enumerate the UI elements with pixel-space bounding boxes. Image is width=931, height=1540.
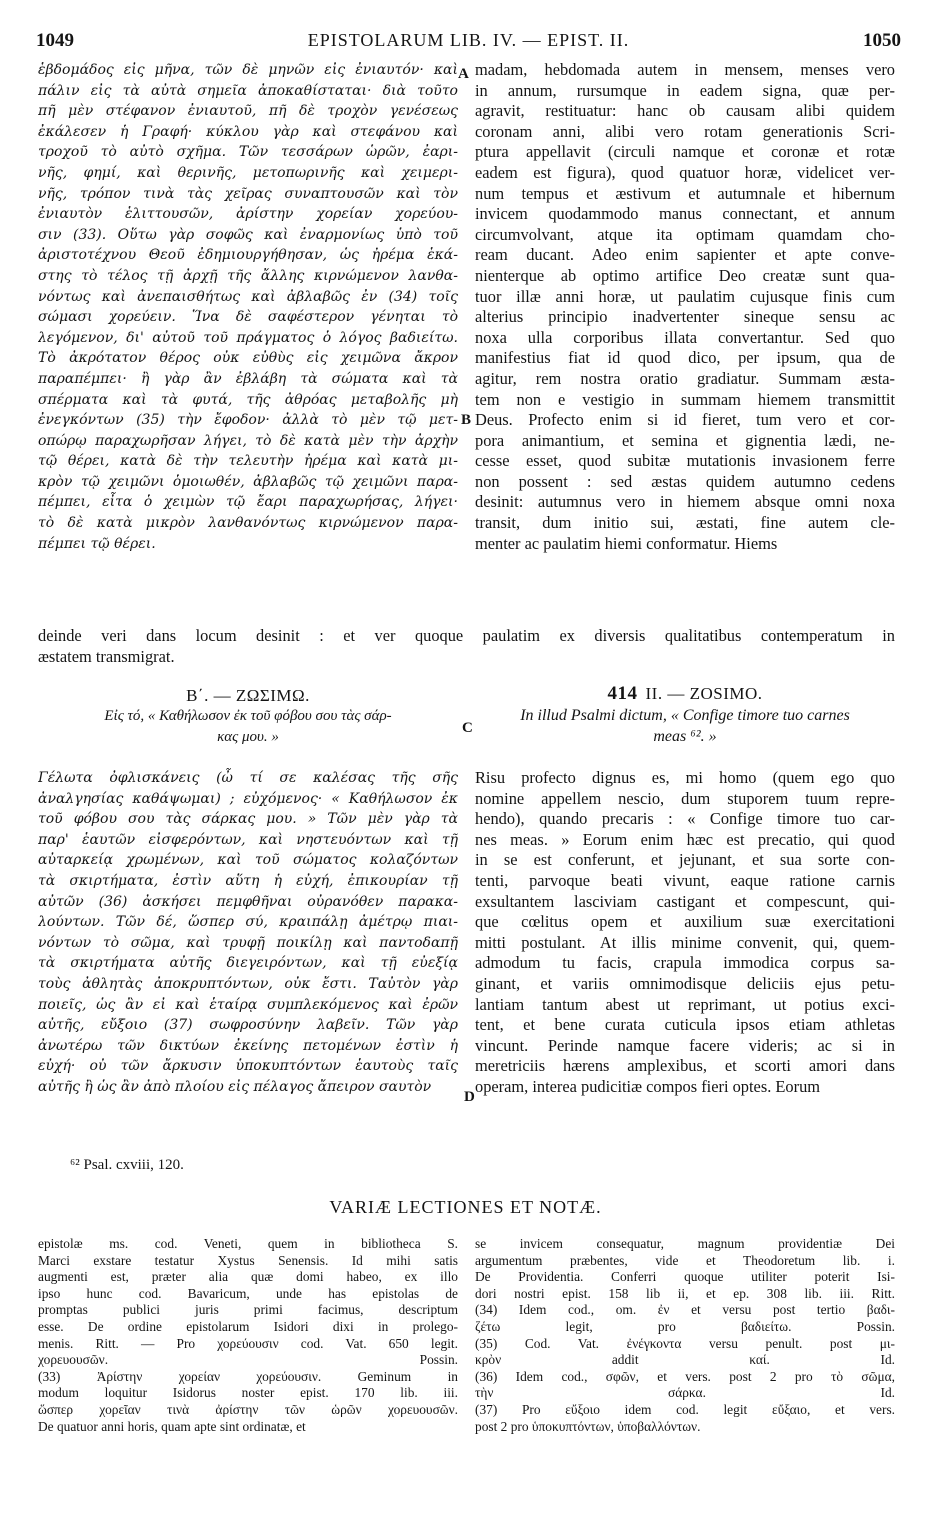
text-line: dori nostri epist. 158 lib ii, et ep. 308 lib. iii. Ritt.	[475, 1285, 895, 1301]
text-line: mitti postulant. At illis minime convenit, qui, quem-	[475, 932, 895, 952]
latin-epistle-subtitle-line1: In illud Psalmi dictum, « Confige timore tuo carnes	[520, 707, 850, 724]
latin-section-heading	[475, 683, 895, 747]
text-line: νῆς, φημί, καὶ θερινῆς, μετοπωρινῆς καὶ χειμερι-	[38, 164, 458, 181]
text-line: παρ' ἑαυτῶν εἰσφερόντων, καὶ νηστευόντων καὶ τῇ	[38, 831, 458, 848]
text-line: Τὸ ἀκρότατον θέρος οὐκ εὐθὺς εἰς χειμῶνα ἄκρον	[38, 350, 458, 367]
text-line: στης τὸ τέλος τῇ ἀρχῇ τῆς ἄλλης κιρνώμενον λανθα-	[38, 267, 458, 284]
text-line: vincunt. Perinde namque facere videris; ac si in	[475, 1035, 895, 1055]
text-line: transit, dum initio sui, æstati, fine autem cle-	[475, 513, 895, 533]
text-line: (34) Idem cod., om. ἐν et versu post tertio βαδι-	[475, 1302, 895, 1318]
column-number: 414	[607, 683, 638, 704]
text-line: circumvolvant, atque ita optimam quamdam cho-	[475, 224, 895, 244]
text-line: ream ducant. Adeo enim sapienter et apte conve-	[475, 245, 895, 265]
greek-column-part2	[38, 768, 458, 1098]
latin-epistle-subtitle-line2: meas ⁶². »	[653, 728, 717, 745]
text-line: operam, interea pudicitiæ compos fieri optes. Eorum	[475, 1076, 821, 1096]
text-line: De quatuor anni horis, quam apte sint ordinatæ, et	[38, 1418, 306, 1434]
text-line: νόντως καὶ ἀνεπαισθήτως καὶ ἀβλαβῶς ἐν (34) τοῖς	[38, 288, 458, 305]
text-line: argumentum præbentes, vide et Theodoretum lib. i.	[475, 1252, 895, 1268]
text-line: αὐτῆς, εὔξοιο (37) σωφροσύνην λαβεῖν. Τῶν γὰρ	[38, 1017, 458, 1034]
greek-epistle-subtitle-line2: κας μου. »	[217, 729, 279, 745]
text-line: ζέτω legit, pro βαδιείτω. Possin.	[475, 1318, 895, 1334]
text-line: agravit, restituatur: hanc ob causam alibi quidem	[475, 101, 895, 121]
text-line: tem non e vestigio in summam hiemem transmittit	[475, 389, 895, 409]
text-line: τοῦ φόβου σου τὰς σάρκας μου. » Τῶν μὲν γὰρ τὰ	[38, 811, 458, 828]
text-line: νῆς, τρόπον τινὰ τὰς χεῖρας συναπτουσῶν καὶ τὸν	[38, 185, 458, 202]
notes-right-column	[475, 1236, 895, 1435]
text-line: χορευουσῶν. Possin.	[38, 1352, 458, 1368]
text-line: ποιεῖς, ὡς ἂν εἰ καὶ ἑταίρᾳ συμπλεκόμενος καὶ ἐρῶν	[38, 996, 458, 1013]
notes-title: VARIÆ LECTIONES ET NOTÆ.	[329, 1197, 602, 1217]
text-line: αὐταρκείᾳ χρωμένων, καὶ τοῦ σώματος κολαζόντων	[38, 852, 458, 869]
margin-letter-b: B	[461, 412, 472, 428]
page-number-left: 1049	[36, 30, 74, 51]
greek-epistle-subtitle-line1: Εἰς τό, « Καθήλωσον ἐκ τοῦ φόβου σου τὰς σάρ-	[104, 708, 392, 724]
text-line: (35) Cod. Vat. ἐνέγκοντα versu penult. post μι-	[475, 1335, 895, 1351]
text-line: παραπέμπει· ἢ γὰρ ἂν ἐβλάβη τὰ σώματα καὶ τὰ	[38, 370, 458, 387]
text-line: eadem est figura), quod quatuor horæ, videlicet ver-	[475, 162, 895, 182]
text-line: æstatem transmigrat.	[38, 646, 175, 666]
text-line: admodum tu facis, crapula immodica corpus sa-	[475, 953, 895, 973]
text-line: πάλιν εἰς τὰ αὐτὰ σημεῖα ἀποκαθίσταται· διὰ τοῦτο	[38, 82, 458, 99]
text-line: ipso hunc cod. Bavaricum, unde has epistolas de	[38, 1285, 458, 1301]
text-line: Marci exstare testatur Xystus Senensis. Id mihi satis	[38, 1252, 458, 1268]
text-line: τοὺς ἀθλητὰς ἀποκρυπτόντων, οὐκ ἔστι. Ταὐτὸν γὰρ	[38, 975, 458, 992]
text-line: ginant, et variis omnimodisque deliciis ejus petu-	[475, 973, 895, 993]
text-line: Deus. Profecto enim si id fieret, tum vero et cor-	[475, 410, 895, 430]
text-line: tent, et bene curata cuticula ipsos etiam athletas	[475, 1015, 895, 1035]
running-header	[36, 30, 901, 56]
text-line: De Providentia. Conferri quoque utiliter poterit Isi-	[475, 1269, 895, 1285]
text-line: ἀνωτέρω τῶν δικτύων ἐκείνης πετομένων ἐστὶν ἡ	[38, 1037, 458, 1054]
text-line: pora animantium, et semina et gignentia lædi, ne-	[475, 430, 895, 450]
text-line: σιν (33). Οὕτω γὰρ σοφῶς καὶ ἐναρμονίως ὑπὸ τοῦ	[38, 226, 458, 243]
text-line: πῆ μὲν στέφανον ἐνιαυτοῦ, πῆ δὲ τροχὸν γενέσεως	[38, 103, 458, 120]
text-line: ἀναλγησίας καθάψωμαι) ; εὐχόμενος· « Καθήλωσον ἐκ	[38, 790, 458, 807]
text-line: se invicem consequatur, magnum providentiæ Dei	[475, 1236, 895, 1251]
page-number-right: 1050	[863, 30, 901, 51]
text-line: λεγόμενον, δι' αὐτοῦ τοῦ πράγματος ὁ λόγος βαδιείτω.	[38, 329, 458, 346]
text-line: tuor illæ anni horæ, ut paulatim cujusque finis cum	[475, 286, 895, 306]
text-line: exsultantem lasciviam castigant et compescunt, qui-	[475, 891, 895, 911]
text-line: ἑβδομάδος εἰς μῆνα, τῶν δὲ μηνῶν εἰς ἐνιαυτόν· καὶ	[38, 62, 458, 78]
text-line: πέμπει τῷ θέρει.	[38, 535, 156, 552]
text-line: in se est conferunt, et jejunant, et sua sorte con-	[475, 850, 895, 870]
text-line: alterius principio inadvertenter sineque sensu ac	[475, 307, 895, 327]
text-line: (37) Pro εὔξοιο idem cod. legit εὔξαιο, et vers.	[475, 1401, 895, 1417]
text-line: ἀριστοτέχνου Θεοῦ ἐδημιουργήθησαν, ὡς ἠρέμα ἑκά-	[38, 247, 458, 264]
greek-epistle-title: Β΄. — ΖΩΣΙΜΩ.	[186, 686, 310, 705]
text-line: τὴν σάρκα. Id.	[475, 1385, 895, 1401]
text-line: ἐκάλεσεν ἡ Γραφή· κύκλου γὰρ καὶ στεφάνου καὶ	[38, 123, 458, 140]
text-line: post 2 pro ὑποκυπτόντων, ὑποβαλλόντων.	[475, 1418, 701, 1434]
text-line: τὸ δὲ κατὰ μικρὸν λανθανόντως κιρνώμενον παρα-	[38, 515, 458, 532]
text-line: Risu profecto dignus es, mi homo (quem ego quo	[475, 768, 895, 787]
text-line: esse. De ordine epistolarum Isidori dixi in prolego-	[38, 1318, 458, 1334]
text-line: coronam anni, alibi vero rotam generationis Scri-	[475, 121, 895, 141]
text-line: νόντων τὸ σῶμα, καὶ τρυφῇ ποικίλῃ καὶ παντοδαπῇ	[38, 934, 458, 951]
text-line: nomine appellem nescio, dum stuporem tuum repre-	[475, 788, 895, 808]
text-line: ἐνιαυτὸν ἑλιττουσῶν, ἀρίστην χορείαν χορεύου-	[38, 206, 458, 223]
text-line: menter ac paulatim hiemi conformatur. Hiems	[475, 533, 778, 553]
text-line: epistolæ ms. cod. Veneti, quem in bibliotheca S.	[38, 1236, 458, 1251]
text-line: τὰ σκιρτήματα αὐτῆς διεγειρόντων, καὶ τῇ εὐεξίᾳ	[38, 955, 458, 972]
text-line: deinde veri dans locum desinit : et ver quoque paulatim ex diversis qualitatibus contemperatum in	[38, 626, 895, 645]
notes-left-column	[38, 1236, 458, 1435]
text-line: (36) Idem cod., σφῶν, et vers. post 2 pro τὸ σῶμα,	[475, 1368, 895, 1384]
text-line: cesse esset, quod subitæ mutationis invasionem ferre	[475, 451, 895, 471]
text-line: tenti, parvoque beati vivunt, eaque ratione carnis	[475, 870, 895, 890]
text-line: desinit: autumnus vero in hiemem absque omni noxa	[475, 492, 895, 512]
text-line: que cœlitus opem et auxilium suæ exercitationi	[475, 912, 895, 932]
text-line: τῷ θέρει, κατὰ δὲ τὴν τελευτὴν ἠρέμα καὶ κατὰ μι-	[38, 453, 458, 470]
margin-letter-d: D	[464, 1089, 475, 1105]
text-line: noxa ulla corporibus illata convertantur. Sed quo	[475, 327, 895, 347]
text-line: αὐτῶν (36) ἀσκήσει πεμφθῆναι οὐρανόθεν παρακα-	[38, 893, 458, 910]
latin-column-part1	[475, 60, 895, 554]
text-line: modum loquitur Isidorus noster epist. 170 lib. iii.	[38, 1385, 458, 1401]
greek-section-heading	[38, 686, 458, 748]
text-line: promptas publici juris primi facimus, descriptum	[38, 1302, 458, 1318]
latin-continuation	[38, 626, 895, 667]
text-line: πέμπει, εἶτα ὁ χειμὼν τῷ ἔαρι παραχωρήσας, λήγει·	[38, 494, 458, 511]
footnote: ⁶² Psal. cxviii, 120.	[70, 1157, 184, 1173]
text-line: agitur, rem nostra oratio gradiatur. Summam æsta-	[475, 368, 895, 388]
text-line: nienterque ab optimo artifice Deo creatæ sunt qua-	[475, 265, 895, 285]
text-line: meretriciis hærens amplexibus, et scorti amori dans	[475, 1056, 895, 1076]
text-line: madam, hebdomada autem in mensem, menses vero	[475, 60, 895, 79]
text-line: αὐτῆς ἢ ὡς ἂν ἀπὸ πλοίου εἰς πέλαγος ἄπειρον σαυτὸν	[38, 1078, 432, 1095]
text-line: hendo), quando precaris : « Confige timore tuo car-	[475, 809, 895, 829]
text-line: nes meas. » Eorum enim hæc est precatio, qui quod	[475, 829, 895, 849]
text-line: κρὸν τῷ χειμῶνι ὁμοιωθέν, ἀβλαβῶς τῷ χειμῶνι παρα-	[38, 473, 458, 490]
text-line: manifestius fiat id quod dico, per ipsum, qua de	[475, 348, 895, 368]
text-line: num tempus et æstivum et autumnale et hibernum	[475, 183, 895, 203]
latin-title-row	[475, 683, 895, 705]
text-line: non possent : sed æstas quidem autumno cedens	[475, 471, 895, 491]
text-line: ptura appellavit (circuli namque et coronæ et rotæ	[475, 142, 895, 162]
text-line: σώμασι χορεύειν. Ἵνα δὲ σαφέστερον γένηται τὸ	[38, 309, 458, 326]
text-line: τὰ σκιρτήματα, ἐστὶν αὕτη ἡ εὐχή, ἐπικουρίαν τῇ	[38, 872, 458, 889]
text-line: lantiam tantum abest ut reprimant, ut potius exci-	[475, 994, 895, 1014]
margin-letter-c: C	[462, 720, 473, 736]
latin-epistle-title: II. — ZOSIMO.	[645, 684, 763, 703]
text-line: τροχοῦ τὸ αὐτὸ σχῆμα. Τῶν τεσσάρων ὡρῶν, ἐαρι-	[38, 144, 458, 161]
text-line: λούντων. Τῶν δέ, ὥσπερ σύ, κραιπάλῃ ἀμέτρῳ πιαι-	[38, 914, 458, 931]
running-title: EPISTOLARUM LIB. IV. — EPIST. II.	[307, 30, 630, 50]
text-line: invicem quodammodo manus connectant, et annum	[475, 204, 895, 224]
latin-column-part2	[475, 768, 895, 1098]
text-line: menis. Ritt. — Pro χορεύουσιν cod. Vat. 650 legit.	[38, 1335, 458, 1351]
text-line: σπέρματα καὶ τὰ φυτά, τῆς ἀθρόας μεταβολῆς μὴ	[38, 391, 458, 408]
text-line: οπώρῳ παραχωρῆσαν λήγει, τὸ δὲ κατὰ μὲν τὴν ἀρχὴν	[38, 432, 458, 449]
text-line: κρὸν addit καί. Id.	[475, 1352, 895, 1368]
text-line: εὐχή· οὐ τῶν ἄρκυσιν ὑποκυπτόντων ἑαυτοὺς ταῖς	[38, 1058, 458, 1075]
margin-letter-a: A	[458, 66, 469, 82]
text-line: augmenti est, præter alia quæ domi habeo, ex illo	[38, 1269, 458, 1285]
text-line: in annum, rursumque in eadem signa, quæ per-	[475, 80, 895, 100]
greek-column-part1	[38, 60, 458, 554]
text-line: Γέλωτα ὀφλισκάνεις (ὦ τί σε καλέσας τῆς σῆς	[38, 770, 458, 786]
text-line: ἐνεγκόντων (35) τὴν ἔφοδον· ἀλλὰ τὸ μὲν τῷ μετ-	[38, 412, 458, 429]
text-line: (33) Ἀρίστην χορείαν χορεύουσιν. Geminum in	[38, 1368, 458, 1384]
text-line: ὥσπερ χορεῖαν τινὰ ἀρίστην τῶν ὡρῶν χορευουσῶν.	[38, 1401, 458, 1417]
